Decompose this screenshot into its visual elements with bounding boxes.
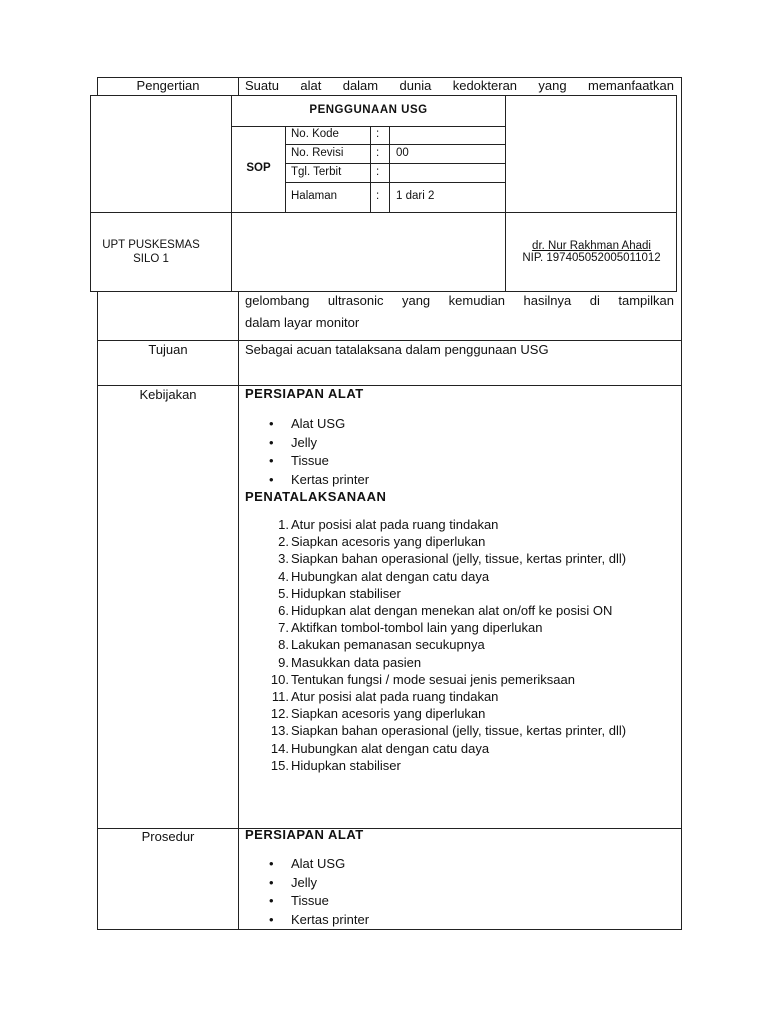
list-item: • Alat USG: [245, 855, 675, 874]
table-border-bottom: [97, 929, 682, 930]
list-item: • Jelly: [245, 874, 675, 893]
kebijakan-heading-penatalaksanaan: PENATALAKSANAAN: [245, 489, 387, 504]
list-item: • Kertas printer: [245, 471, 675, 490]
signer-name: dr. Nur Rakhman Ahadi: [532, 240, 651, 252]
field-value-no-revisi: 00: [396, 147, 409, 159]
pengertian-text-line2: gelombang ultrasonic yang kemudian hasilnya di tampilkan: [245, 293, 674, 308]
tujuan-label: Tujuan: [148, 342, 188, 357]
penatalaksanaan-steps-list: [245, 516, 675, 774]
list-item: 9. Masukkan data pasien: [278, 654, 422, 670]
list-item: 14. Hubungkan alat dengan catu daya: [270, 740, 490, 756]
list-item: 6. Hidupkan alat dengan menekan alat on/off ke posisi ON: [278, 603, 613, 619]
document-title: PENGGUNAAN USG: [309, 104, 428, 116]
header-divider: [231, 126, 505, 127]
table-border-right: [681, 77, 682, 930]
list-item: 13. Siapkan bahan operasional (jelly, tissue, kertas printer, dll): [270, 723, 627, 739]
list-item: • Tissue: [245, 452, 675, 471]
organization-name: UPT PUSKESMAS: [102, 239, 200, 251]
header-divider: [285, 163, 505, 164]
list-item: 12. Siapkan acesoris yang diperlukan: [270, 706, 486, 722]
list-item: 11. Atur posisi alat pada ruang tindakan: [271, 689, 499, 705]
list-item: 3. Siapkan bahan operasional (jelly, tissue, kertas printer, dll): [278, 551, 627, 567]
list-item: • Alat USG: [245, 415, 675, 434]
prosedur-heading-persiapan: PERSIAPAN ALAT: [245, 827, 364, 842]
sop-label: SOP: [246, 162, 271, 174]
pengertian-text-line1: Suatu alat dalam dunia kedokteran yang memanfaatkan: [245, 78, 674, 93]
list-item: 15. Hidupkan stabiliser: [270, 757, 401, 773]
list-item: 7. Aktifkan tombol-tombol lain yang diperlukan: [278, 620, 543, 636]
field-sep: :: [376, 128, 380, 140]
pengertian-label: Pengertian: [136, 78, 200, 93]
list-item: • Tissue: [245, 892, 675, 911]
field-label-no-revisi: No. Revisi: [291, 147, 344, 159]
organization-unit: SILO 1: [133, 253, 169, 265]
field-label-no-kode: No. Kode: [291, 128, 339, 140]
header-divider: [389, 126, 390, 212]
list-item: 5. Hidupkan stabiliser: [278, 585, 401, 601]
table-row-divider-2: [97, 385, 682, 386]
prosedur-label: Prosedur: [141, 829, 195, 844]
kebijakan-tools-list: [245, 415, 675, 489]
field-label-halaman: Halaman: [291, 190, 338, 202]
field-sep: :: [376, 147, 380, 159]
list-item: 1. Atur posisi alat pada ruang tindakan: [278, 517, 499, 532]
list-item: 8. Lakukan pemanasan secukupnya: [278, 637, 485, 653]
field-label-tgl-terbit: Tgl. Terbit: [291, 166, 342, 178]
header-divider: [370, 126, 371, 212]
signer-nip: NIP. 197405052005011012: [522, 252, 661, 264]
list-item: • Kertas printer: [245, 911, 675, 930]
header-divider: [285, 144, 505, 145]
field-sep: :: [376, 190, 380, 202]
tujuan-text: Sebagai acuan tatalaksana dalam penggunaan USG: [245, 342, 549, 357]
list-item: 4. Hubungkan alat dengan catu daya: [278, 568, 490, 584]
kebijakan-label: Kebijakan: [139, 387, 197, 402]
list-item: • Jelly: [245, 434, 675, 453]
header-divider: [91, 212, 677, 213]
prosedur-tools-list: [245, 855, 675, 929]
pengertian-text-line3: dalam layar monitor: [245, 315, 360, 330]
list-item: 10. Tentukan fungsi / mode sesuai jenis pemeriksaan: [270, 671, 575, 687]
list-item: 2. Siapkan acesoris yang diperlukan: [278, 534, 486, 550]
field-sep: :: [376, 166, 380, 178]
header-divider: [285, 182, 505, 183]
sop-header-box: [90, 95, 677, 292]
field-value-halaman: 1 dari 2: [396, 190, 435, 202]
kebijakan-heading-persiapan: PERSIAPAN ALAT: [245, 386, 364, 401]
header-divider: [285, 126, 286, 212]
